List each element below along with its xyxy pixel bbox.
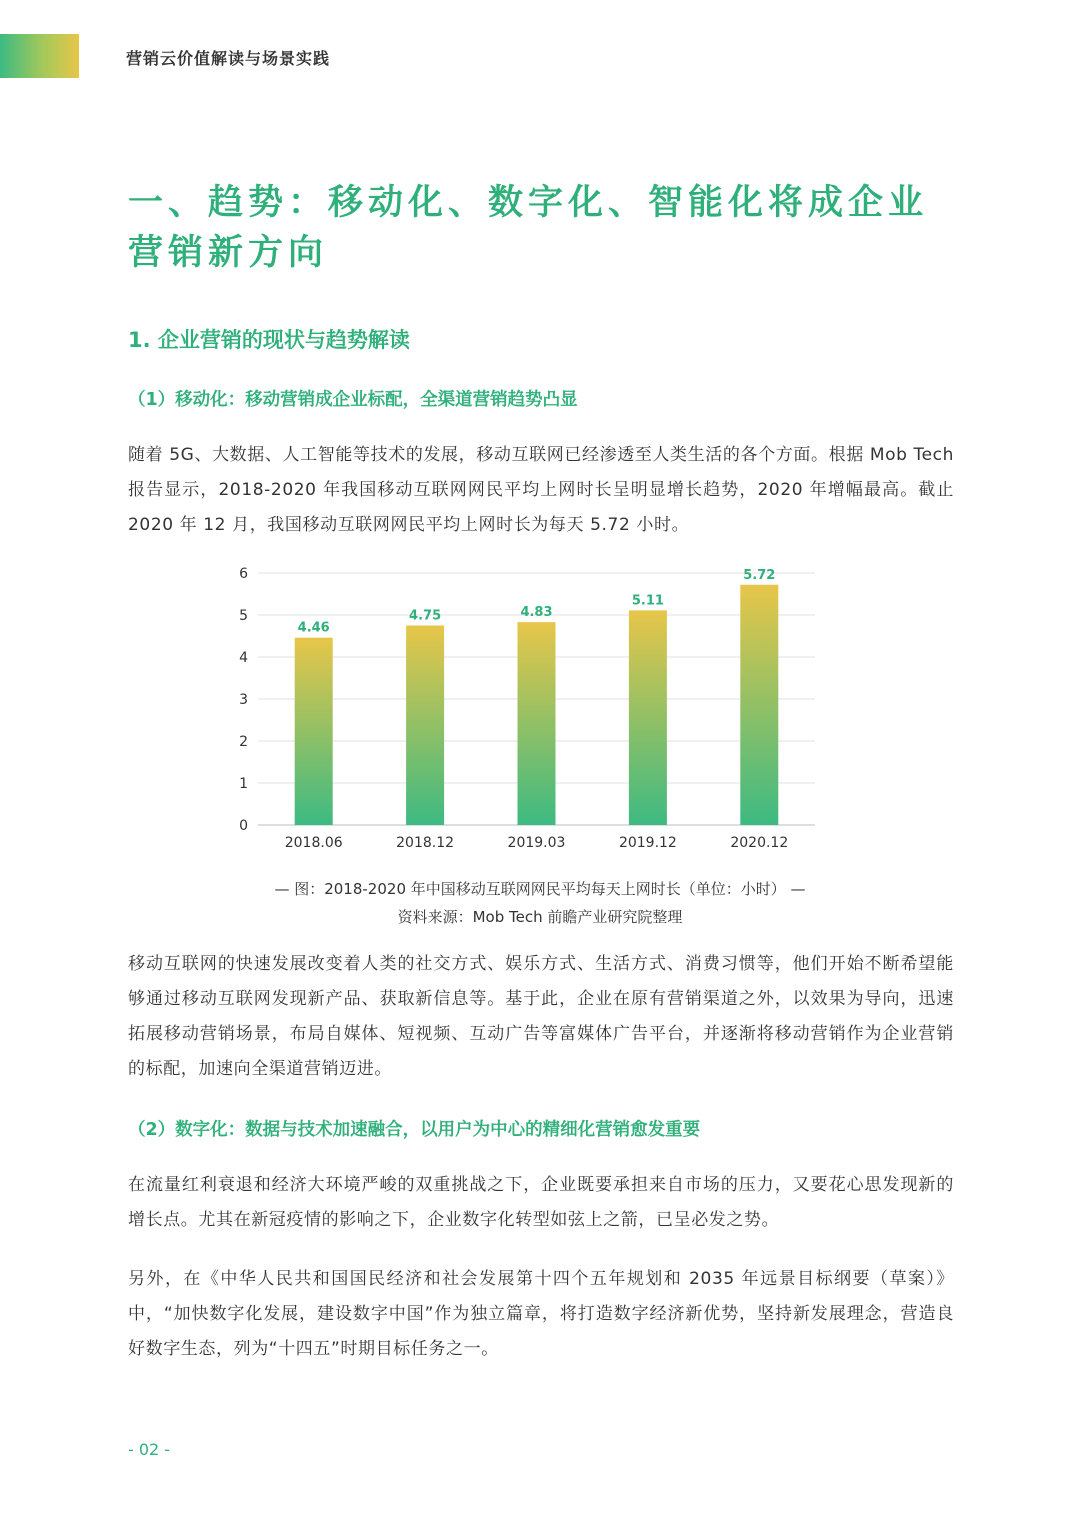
y-tick-label: 5 <box>239 608 248 624</box>
bar-value-label: 4.75 <box>409 608 442 624</box>
chart-source: 资料来源：Mob Tech 前瞻产业研究院整理 <box>397 908 683 926</box>
bar-value-label: 5.72 <box>743 567 776 583</box>
section-title: 1. 企业营销的现状与趋势解读 <box>128 328 410 352</box>
x-tick-label: 2020.12 <box>730 835 789 851</box>
x-tick-label: 2018.12 <box>396 835 455 851</box>
bar-value-label: 5.11 <box>631 593 664 609</box>
paragraph-mobile-intro: 随着 5G、大数据、人工智能等技术的发展，移动互联网已经渗透至人类生活的各个方面。根据 Mob Tech 报告显示，2018-2020 年我国移动互联网网民平均上网时长呈明显增长趋势，2020 年增幅最高。截止 2020 年 12 月，我国移动互联网网民平均上网时长为每天 5.72 小时。 <box>128 445 954 535</box>
page-number: - 02 - <box>128 1440 171 1459</box>
header-accent-bar <box>0 34 79 78</box>
bar-2019.03 <box>518 622 556 825</box>
header-title: 营销云价值解读与场景实践 <box>126 49 331 68</box>
subsection-title-digital: （2）数字化：数据与技术加速融合，以用户为中心的精细化营销愈发重要 <box>128 1120 701 1140</box>
y-tick-label: 4 <box>239 650 248 666</box>
bar-value-label: 4.46 <box>297 620 330 636</box>
y-tick-label: 0 <box>239 818 248 834</box>
bar-chart-svg <box>200 555 840 865</box>
bar-2019.12 <box>629 610 667 825</box>
bar-2018.12 <box>406 626 444 826</box>
x-tick-label: 2019.03 <box>507 835 566 851</box>
y-tick-label: 3 <box>239 692 248 708</box>
bar-2018.06 <box>295 638 333 825</box>
paragraph-digital-intro: 在流量红利衰退和经济大环境严峻的双重挑战之下，企业既要承担来自市场的压力，又要花心思发现新的增长点。尤其在新冠疫情的影响之下，企业数字化转型如弦上之箭，已呈必发之势。 <box>128 1175 954 1230</box>
y-tick-label: 6 <box>239 566 248 582</box>
x-tick-label: 2018.06 <box>284 835 343 851</box>
paragraph-mobile-trend: 移动互联网的快速发展改变着人类的社交方式、娱乐方式、生活方式、消费习惯等，他们开始不断希望能够通过移动互联网发现新产品、获取新信息等。基于此，企业在原有营销渠道之外，以效果为导向，迅速拓展移动营销场景，布局自媒体、短视频、互动广告等富媒体广告平台，并逐渐将移动营销作为企业营销的标配，加速向全渠道营销迈进。 <box>128 954 954 1079</box>
y-tick-label: 2 <box>239 734 248 750</box>
bar-2020.12 <box>740 585 778 825</box>
subsection-title-mobile: （1）移动化：移动营销成企业标配，全渠道营销趋势凸显 <box>128 390 578 410</box>
bar-value-label: 4.83 <box>520 605 553 621</box>
x-tick-label: 2019.12 <box>618 835 677 851</box>
paragraph-digital-policy: 另外，在《中华人民共和国国民经济和社会发展第十四个五年规划和 2035 年远景目标纲要（草案）》中，“加快数字化发展，建设数字中国”作为独立篇章，将打造数字经济新优势，坚持新发展理念，营造良好数字生态，列为“十四五”时期目标任务之一。 <box>128 1269 954 1359</box>
bar-chart <box>200 555 840 865</box>
main-title: 一、趋势：移动化、数字化、智能化将成企业营销新方向 <box>128 183 929 273</box>
chart-caption: — 图：2018-2020 年中国移动互联网网民平均每天上网时长（单位：小时） — <box>274 880 806 898</box>
y-tick-label: 1 <box>239 776 248 792</box>
